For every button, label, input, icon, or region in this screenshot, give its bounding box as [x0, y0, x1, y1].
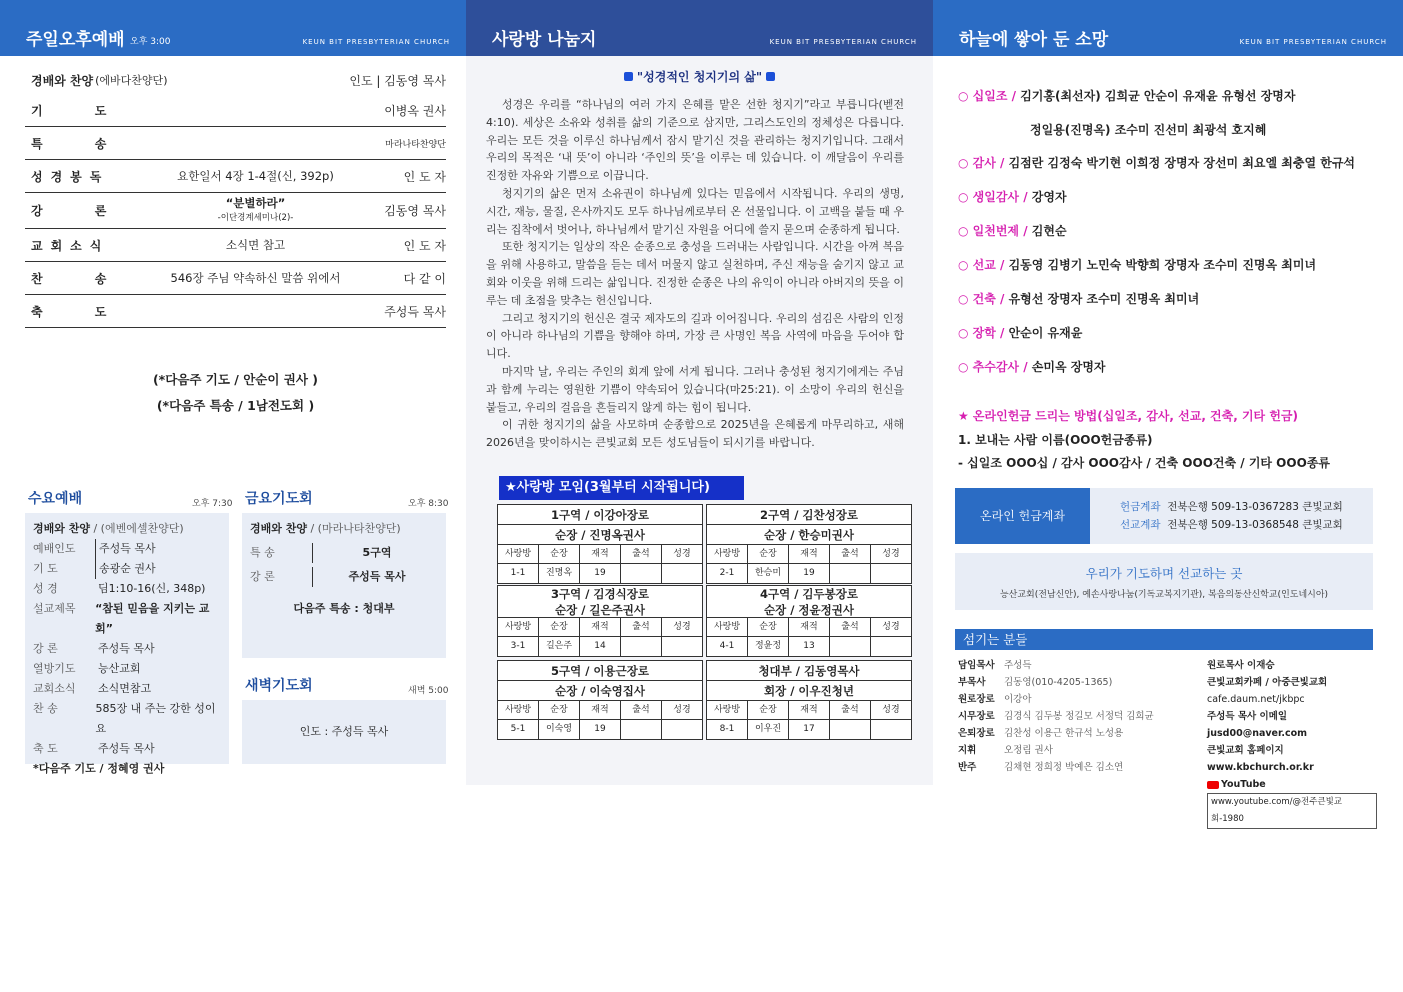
sunday-title: 주일오후예배: [26, 30, 125, 50]
server-name: 이강아: [1004, 694, 1032, 705]
th: 순장: [748, 545, 789, 563]
offering-type: 건축: [972, 292, 996, 306]
th: 출석: [621, 618, 662, 636]
th: 사랑방: [707, 545, 748, 563]
th: 사랑방: [707, 701, 748, 719]
sermon-title: “분별하라”: [225, 195, 286, 210]
online-step1: 1. 보내는 사람 이름(OOO헌금종류): [958, 433, 1153, 447]
td: [621, 564, 662, 583]
offering-names: 김기홍(최선자) 김희균 안순이 유재윤 유형선 장명자: [1020, 89, 1296, 103]
wed-key: 축 도: [33, 742, 58, 755]
essay-subject: [466, 68, 933, 85]
mission-title: 우리가 기도하며 선교하는 곳: [1085, 566, 1243, 581]
sermon-sub: -이단경계세미나(2)-: [217, 212, 294, 223]
td: 17: [789, 720, 830, 739]
sharing-title: 사랑방 나눔지: [492, 30, 597, 50]
th: 출석: [830, 618, 871, 636]
dawn-title: 새벽기도회: [245, 678, 313, 694]
offering-type: 감사: [972, 156, 996, 170]
next-prayer-note: (*다음주 기도 / 안순이 권사 ): [152, 372, 319, 387]
row-person: 주성득 목사: [384, 304, 446, 319]
wed-key: 찬 송: [33, 702, 58, 715]
online-title: ★ 온라인헌금 드리는 방법(십일조, 감사, 선교, 건축, 기타 헌금): [958, 409, 1299, 423]
td: [871, 564, 911, 583]
th: 재적: [580, 701, 621, 719]
offering-type: 십일조: [972, 89, 1008, 103]
offering-item: ○ 생일감사 / 강영자: [958, 190, 1067, 204]
email-link[interactable]: 주성득 목사 이메일 jusd00@naver.com: [1207, 711, 1308, 739]
group-leader: 순장 / 한승미권사: [707, 525, 911, 545]
mission-text: 능산교회(전남신안), 예손사랑나눔(기독교복지기관), 복음의동산신학교(인도네시아): [999, 590, 1329, 600]
offering-header: [933, 0, 1403, 56]
th: 성경: [673, 622, 691, 632]
account-label: 온라인 헌금계좌: [955, 488, 1090, 544]
wed-val: 주성득 목사: [98, 642, 155, 655]
wed-val: 능산교회: [98, 662, 141, 675]
offering-type: 일천번제: [972, 224, 1020, 238]
offering-type: 장학: [972, 326, 996, 340]
group-leader: 순장 / 진명옥권사: [498, 525, 702, 545]
praise-sub: (에바다찬양단): [95, 74, 168, 87]
th: 출석: [830, 545, 871, 563]
essay-body: [486, 96, 904, 452]
td: 19: [789, 564, 830, 583]
td: [830, 720, 871, 739]
row-person: 인 도 자: [403, 238, 446, 253]
th: 순장: [539, 545, 580, 563]
td: 이우진: [748, 720, 789, 739]
essay-paragraph: 마지막 날, 우리는 주인의 회계 앞에 서게 됩니다. 그러나 충성된 청지기에게는 주님과 함께 누리는 영원한 기쁨이 약속되어 있습니다(마25:21). 이 소망이 우리의 헌신을 붙들고, 우리의 걸음을 흔들리지 않게 하는 힘이 됩니다.: [486, 364, 904, 414]
offering-names: 강영자: [1031, 190, 1067, 204]
fri-time: 오후 8:30: [408, 499, 449, 509]
essay-paragraph: 청지기의 삶은 먼저 소유권이 하나님께 있다는 믿음에서 시작됩니다. 우리의 생명, 시간, 재능, 물질, 은사까지도 모두 하나님께로부터 온 선물입니다. 이 고백을 붙들 때 우리는 집착에서 벗어나, 하나님께서 맡기신 자원을 어디에 쓸지 묻으며 순종하게 됩니다.: [486, 186, 904, 236]
servers-title: 섬기는 분들: [955, 629, 1373, 650]
fri-praise: 경배와 찬양: [250, 522, 307, 535]
wed-praise-sub: / (에벤에셀찬양단): [93, 522, 184, 535]
th: 출석: [830, 701, 871, 719]
th: 성경: [882, 705, 900, 715]
server-role: 원로장로: [958, 694, 995, 705]
group-head: 3구역 / 김경식장로: [551, 587, 649, 601]
td: 정윤정: [748, 637, 789, 656]
wed-key: 기 도: [33, 562, 58, 575]
row-person: 마라나타찬양단: [385, 139, 446, 150]
praise-leader: 인도 | 김동영 목사: [349, 73, 446, 88]
wed-key: 성 경: [33, 582, 58, 595]
offering-type: 선교: [972, 258, 996, 272]
th: 순장: [539, 701, 580, 719]
youtube-link[interactable]: www.youtube.com/@전주큰빛교회-1980: [1207, 793, 1377, 829]
th: 성경: [882, 549, 900, 559]
wed-val: 딤1:10-16(신, 348p): [98, 582, 206, 595]
essay-paragraph: 성경은 우리를 “하나님의 여러 가지 은혜를 맡은 선한 청지기”라고 부릅니다(벧전 4:10). 세상은 소유와 성취를 삶의 기준으로 삼지만, 그리스도인의 정체성은 다릅니다. 우리는 모든 것을 이루신 하나님께서 잠시 맡기신 것을 관리하는 청지기입니다. 그래서 우리의 목적은 ‘내 뜻’이 아니라 ‘주인의 뜻’을 이루는 데 있습니다. 이 깨달음이 우리를 진정한 자유와 기쁨으로 이끕니다.: [486, 98, 904, 183]
wed-val: “참된 믿음을 지키는 교회”: [95, 602, 210, 635]
row-label: 축 도: [31, 304, 131, 319]
fri-val: 5구역: [312, 543, 438, 563]
server-name: 김채현 정희정 박예은 김소연: [1004, 762, 1124, 773]
church-name: KEUN BIT PRESBYTERIAN CHURCH: [302, 38, 450, 46]
th: 순장: [748, 701, 789, 719]
th: 재적: [789, 701, 830, 719]
td: [662, 564, 702, 583]
sunday-header: [0, 0, 466, 56]
td: [871, 720, 911, 739]
wed-val: 송광순 권사: [95, 559, 156, 579]
wed-val: 소식면참고: [98, 682, 152, 695]
offering-names: 김동영 김병기 노민숙 박향희 장명자 조수미 진명옥 최미녀: [1008, 258, 1317, 272]
offering-type: 생일감사: [972, 190, 1020, 204]
offering-item: ○ 십일조 / 김기홍(최선자) 김희균 안순이 유재윤 유형선 장명자: [958, 89, 1296, 103]
fri-box: [242, 513, 446, 658]
cafe-link[interactable]: cafe.daum.net/jkbpc: [1207, 694, 1305, 705]
group-leader: 순장 / 길은주권사: [498, 602, 702, 618]
contact-info: [1207, 657, 1377, 829]
td: 이숙영: [539, 720, 580, 739]
group-head: 2구역 / 김찬성장로: [707, 505, 911, 525]
th: 재적: [789, 618, 830, 636]
wed-praise: 경배와 찬양: [33, 522, 90, 535]
essay-paragraph: 그리고 청지기의 헌신은 결국 제자도의 길과 이어집니다. 우리의 섬김은 사람의 인정이 아니라 하나님의 기쁨을 향해야 하며, 가장 큰 사명인 복음 사역에 마음을 두어야 합니다.: [486, 311, 904, 361]
offering-item: ○ 선교 / 김동영 김병기 노민숙 박향희 장명자 조수미 진명옥 최미녀: [958, 258, 1317, 272]
row-label: 성경봉독: [31, 169, 110, 184]
td: 19: [580, 720, 621, 739]
fri-key: 강 론: [250, 570, 275, 583]
wed-val: 주성득 목사: [98, 742, 155, 755]
church-name: KEUN BIT PRESBYTERIAN CHURCH: [1239, 38, 1387, 46]
sunday-time: 오후 3:00: [130, 37, 171, 47]
youtube-logo: [1207, 776, 1377, 793]
group-leader: 회장 / 이우진청년: [707, 681, 911, 701]
row-label: 교회소식: [31, 238, 110, 253]
account-key: 선교계좌: [1120, 519, 1161, 531]
group-head: 5구역 / 이용근장로: [498, 661, 702, 681]
th: 재적: [580, 618, 621, 636]
th: 재적: [789, 545, 830, 563]
wed-val: 585장 내 주는 강한 성이요: [95, 702, 216, 735]
group-leader: 순장 / 이숙영집사: [498, 681, 702, 701]
td: [830, 564, 871, 583]
fri-key: 특 송: [250, 546, 275, 559]
offering-item: ○ 감사 / 김점란 김정숙 박기현 이희정 장명자 장선미 최요엘 최충열 한규석: [958, 156, 1356, 170]
td: [871, 637, 911, 656]
th: 순장: [748, 618, 789, 636]
mission-box: [955, 553, 1373, 610]
wed-key: 열방기도: [33, 662, 76, 675]
church-name: KEUN BIT PRESBYTERIAN CHURCH: [769, 38, 917, 46]
account-value: 전북은행 509-13-0367283 큰빛교회: [1167, 501, 1343, 513]
dawn-box: [242, 700, 446, 764]
td: 1-1: [498, 564, 539, 583]
row-label: 특 송: [31, 136, 131, 151]
subject-text: "성경적인 청지기의 삶": [636, 70, 763, 84]
group-head: 4구역 / 김두봉장로: [760, 587, 858, 601]
group-head: 1구역 / 이강아장로: [498, 505, 702, 525]
online-step2: - 십일조 OOO십 / 감사 OOO감사 / 건축 OOO건축 / 기타 OOO종류: [958, 456, 1330, 470]
essay-paragraph: 또한 청지기는 일상의 작은 순종으로 충성을 드러내는 사람입니다. 시간을 아껴 복음을 위해 사용하고, 말씀을 듣는 데서 머물지 않고 실천하며, 주신 재능을 숨기지 않고 교회와 이웃을 위해 드리는 삶입니다. 진정한 순종은 나의 유익이 아니라 아버지의 뜻을 이루는 데 초점을 맞추는 헌신입니다.: [486, 240, 904, 307]
dawn-time: 새벽 5:00: [408, 686, 449, 696]
td: 한승미: [748, 564, 789, 583]
th: 재적: [580, 545, 621, 563]
wed-title: 수요예배: [28, 491, 83, 507]
group-table: [706, 585, 912, 657]
youtube-icon: [1207, 781, 1219, 789]
server-role: 담임목사: [958, 660, 995, 671]
fri-praise-sub: / (마라나타찬양단): [310, 522, 401, 535]
td: 2-1: [707, 564, 748, 583]
offering-item: ○ 일천번제 / 김현순: [958, 224, 1067, 238]
td: 13: [789, 637, 830, 656]
server-role: 반주: [958, 762, 977, 773]
td: [621, 637, 662, 656]
wed-key: 설교제목: [33, 602, 76, 615]
wed-key: 강 론: [33, 642, 58, 655]
offering-item: ○ 추수감사 / 손미옥 장명자: [958, 360, 1106, 374]
offering-names: 김현순: [1031, 224, 1067, 238]
wed-val: 주성득 목사: [95, 539, 156, 559]
row-content: 소식면 참고: [225, 238, 286, 252]
td: 4-1: [707, 637, 748, 656]
th: 사랑방: [498, 545, 539, 563]
server-name: 오정림 권사: [1004, 745, 1053, 756]
offering-type: 추수감사: [972, 360, 1020, 374]
wed-key: 예배인도: [33, 542, 76, 555]
offering-item: ○ 장학 / 안순이 유재윤: [958, 326, 1083, 340]
account-value: 전북은행 509-13-0368548 큰빛교회: [1167, 519, 1343, 531]
praise-label: 경배와 찬양: [31, 73, 94, 88]
th: 출석: [621, 545, 662, 563]
group-head: 청대부 / 김동영목사: [707, 661, 911, 681]
td: [830, 637, 871, 656]
th: 성경: [673, 549, 691, 559]
row-content: 546장 주님 약속하신 말씀 위에서: [170, 271, 341, 285]
td: 19: [580, 564, 621, 583]
offering-names: 안순이 유재윤: [1008, 326, 1083, 340]
group-table: [497, 585, 703, 657]
group-table: [706, 660, 912, 740]
th: 순장: [539, 618, 580, 636]
offering-names: 김점란 김정숙 박기현 이희정 장명자 장선미 최요엘 최충열 한규석: [1008, 156, 1356, 170]
order-of-service: [25, 66, 446, 328]
td: [662, 637, 702, 656]
square-icon: [624, 72, 633, 81]
account-key: 헌금계좌: [1120, 501, 1161, 513]
group-leader: 순장 / 정윤정권사: [707, 602, 911, 618]
row-person: 김동영 목사: [384, 204, 446, 218]
td: 길은주: [539, 637, 580, 656]
offering-names: 손미옥 장명자: [1031, 360, 1106, 374]
td: 8-1: [707, 720, 748, 739]
sharing-header: [466, 0, 933, 56]
group-table: [497, 504, 703, 584]
server-role: 시무장로: [958, 711, 995, 722]
th: 사랑방: [707, 618, 748, 636]
offering-item: [1030, 121, 1266, 138]
th: 성경: [882, 622, 900, 632]
td: 진명옥: [539, 564, 580, 583]
td: [621, 720, 662, 739]
offering-title: 하늘에 쌓아 둔 소망: [959, 30, 1109, 50]
row-label: 기 도: [31, 103, 131, 118]
dawn-leader: 인도 : 주성득 목사: [299, 725, 389, 738]
fri-val: 주성득 목사: [312, 567, 438, 587]
cafe-label: 큰빛교회카페 / 아중큰빛교회: [1207, 677, 1328, 688]
server-role: 지휘: [958, 745, 977, 756]
elder-pastor: 원로목사 이재승: [1207, 660, 1275, 671]
servers-list: [958, 657, 1154, 776]
group-banner: ★사랑방 모임(3월부터 시작됩니다): [499, 476, 744, 500]
account-box: [1090, 488, 1373, 544]
square-icon: [766, 72, 775, 81]
row-content: 요한일서 4장 1-4절(신, 392p): [177, 169, 334, 183]
wed-box: [25, 513, 229, 775]
th: 사랑방: [498, 701, 539, 719]
next-special-note: (*다음주 특송 / 1남전도회 ): [156, 398, 315, 413]
offering-names: 유형선 장명자 조수미 진명옥 최미녀: [1008, 292, 1200, 306]
homepage-link[interactable]: 큰빛교회 홈페이지 www.kbchurch.or.kr: [1207, 745, 1314, 773]
server-name: 김찬성 이용근 한규석 노성용: [1004, 728, 1124, 739]
td: 14: [580, 637, 621, 656]
wed-time: 오후 7:30: [192, 499, 233, 509]
server-role: 은퇴장로: [958, 728, 995, 739]
wed-note: *다음주 기도 / 정혜영 권사: [33, 762, 165, 775]
fri-title: 금요기도회: [245, 491, 313, 507]
row-person: 다 같 이: [403, 271, 446, 286]
essay-paragraph: 이 귀한 청지기의 삶을 사모하며 순종함으로 2025년을 은혜롭게 마무리하고, 새해 2026년을 맞이하시는 큰빛교회 모든 성도님들이 되시기를 바랍니다.: [486, 418, 904, 450]
youtube-text: YouTube: [1221, 779, 1266, 790]
td: 5-1: [498, 720, 539, 739]
row-label: 찬 송: [31, 271, 131, 286]
th: 사랑방: [498, 618, 539, 636]
wed-key: 교회소식: [33, 682, 76, 695]
row-label: 강 론: [31, 204, 131, 218]
group-table: [497, 660, 703, 740]
server-name: 김경식 김두봉 정길모 서정덕 김희균: [1004, 711, 1154, 722]
offering-item: ○ 건축 / 유형선 장명자 조수미 진명옥 최미녀: [958, 292, 1200, 306]
server-name: 김동영(010-4205-1365): [1004, 677, 1113, 688]
fri-note: 다음주 특송 : 청대부: [293, 602, 395, 615]
td: 3-1: [498, 637, 539, 656]
row-person: 이병옥 권사: [384, 103, 446, 118]
th: 출석: [621, 701, 662, 719]
group-table: [706, 504, 912, 584]
worship-column: [0, 0, 466, 785]
offering-names: 정일용(진명옥) 조수미 진선미 최광석 호지혜: [1030, 123, 1267, 137]
row-person: 인 도 자: [403, 169, 446, 184]
td: [662, 720, 702, 739]
server-name: 주성득: [1004, 660, 1032, 671]
server-role: 부목사: [958, 677, 986, 688]
th: 성경: [673, 705, 691, 715]
